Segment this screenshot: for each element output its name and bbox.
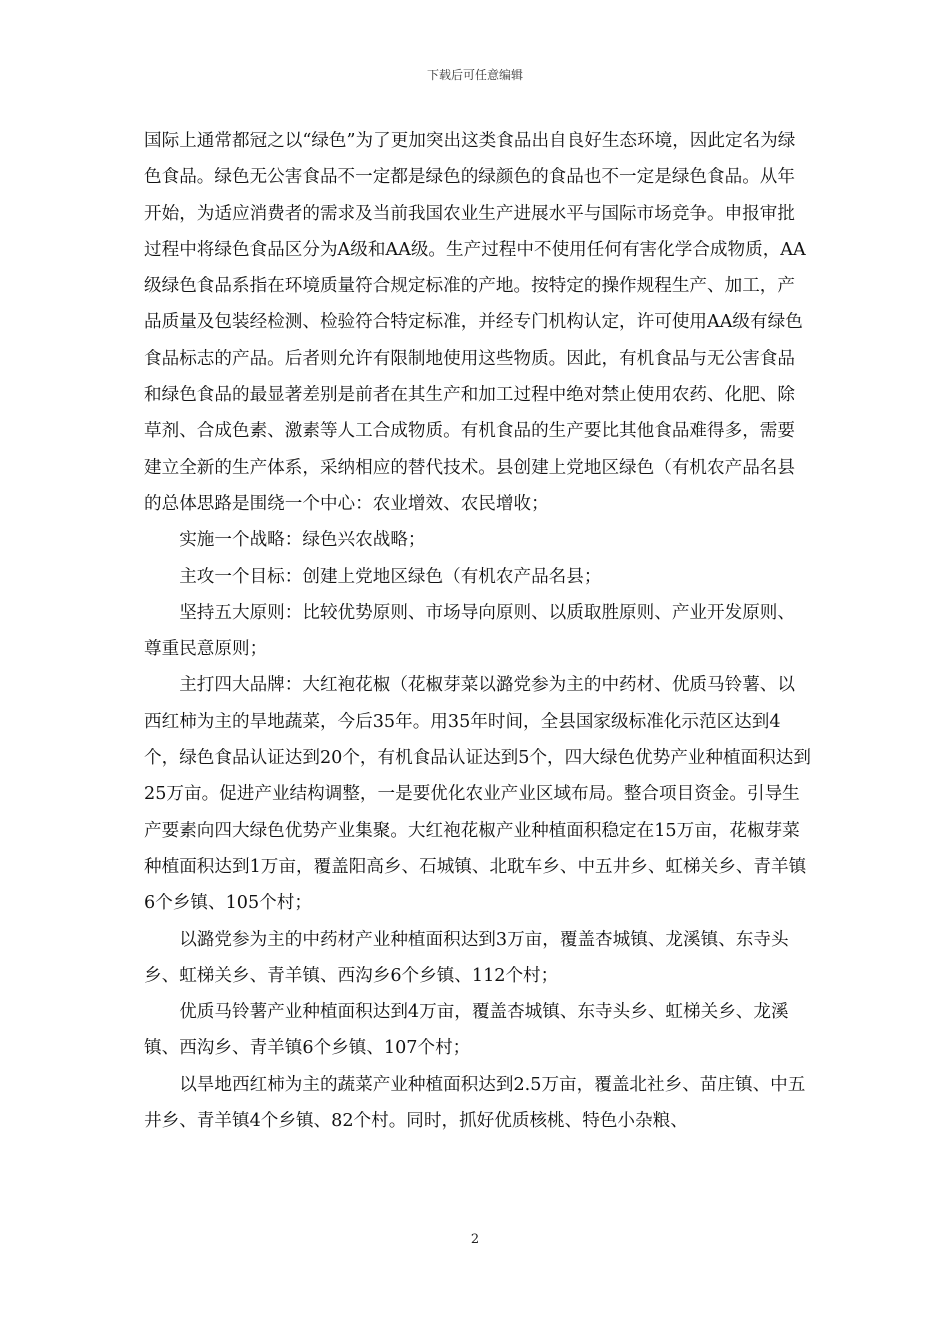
paragraph: 优质马铃薯产业种植面积达到4万亩，覆盖杏城镇、东寺头乡、虹梯关乡、龙溪镇、西沟乡、青羊镇6个乡镇、107个村； bbox=[144, 1002, 789, 1059]
paragraph: 以旱地西红柿为主的蔬菜产业种植面积达到2.5万亩，覆盖北社乡、苗庄镇、中五井乡、青羊镇4个乡镇、82个村。同时，抓好优质核桃、特色小杂粮、 bbox=[144, 1074, 806, 1132]
paragraph: 主打四大品牌：大红袍花椒（花椒芽菜以潞党参为主的中药材、优质马铃薯、以西红柿为主的旱地蔬菜，今后35年。用35年时间，全县国家级标准化示范区达到4个，绿色食品认证达到20个，有机食品认证达到5个，四大绿色优势产业种植面积达到25万亩。促进产业结构调整，一是要优化农业产业区域布局。整合项目资金。引导生产要素向四大绿色优势产业集聚。大红袍花椒产业种植面积稳定在15万亩，花椒芽菜种植面积达到1万亩，覆盖阳高乡、石城镇、北耽车乡、中五井乡、虹梯关乡、青羊镇6个乡镇、105个村； bbox=[144, 675, 811, 914]
paragraph: 国际上通常都冠之以“绿色”为了更加突出这类食品出自良好生态环境，因此定名为绿色食品。绿色无公害食品不一定都是绿色的绿颜色的食品也不一定是绿色食品。从年开始，为适应消费者的需求及当前我国农业生产进展水平与国际市场竞争。申报审批过程中将绿色食品区分为A级和AA级。生产过程中不使用任何有害化学合成物质，AA级绿色食品系指在环境质量符合规定标准的产地。按特定的操作规程生产、加工，产品质量及包装经检测、检验符合特定标准，并经专门机构认定，许可使用AA级有绿色食品标志的产品。后者则允许有限制地使用这些物质。因此，有机食品与无公害食品和绿色食品的最显著差别是前者在其生产和加工过程中绝对禁止使用农药、化肥、除草剂、合成色素、激素等人工合成物质。有机食品的生产要比其他食品难得多，需要建立全新的生产体系，采纳相应的替代技术。县创建上党地区绿色（有机农产品名县的总体思路是围绕一个中心：农业增效、农民增收； bbox=[144, 131, 806, 514]
paragraph: 主攻一个目标：创建上党地区绿色（有机农产品名县； bbox=[179, 566, 602, 587]
paragraph: 实施一个战略：绿色兴农战略； bbox=[179, 530, 426, 551]
document-body bbox=[144, 123, 812, 1139]
paragraph: 以潞党参为主的中药材产业种植面积达到3万亩，覆盖杏城镇、龙溪镇、东寺头乡、虹梯关乡、青羊镇、西沟乡6个乡镇、112个村； bbox=[144, 929, 789, 986]
page-number: 2 bbox=[470, 1232, 480, 1247]
page-header: 下载后可任意编辑 bbox=[426, 68, 523, 82]
paragraph: 坚持五大原则：比较优势原则、市场导向原则、以质取胜原则、产业开发原则、尊重民意原则； bbox=[144, 602, 795, 660]
